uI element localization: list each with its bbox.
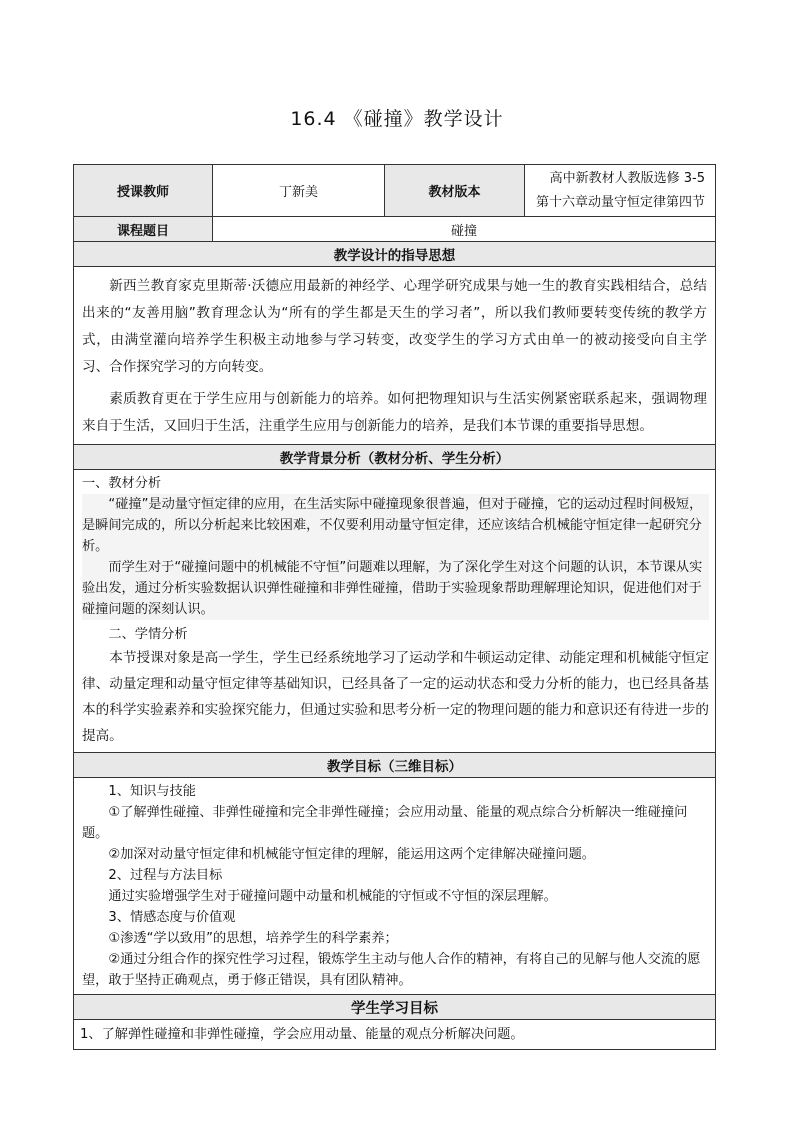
student-goals-body [74, 1020, 716, 1050]
background-body [74, 470, 716, 753]
guide-body [74, 267, 716, 445]
lesson-plan-table [73, 164, 716, 1050]
objectives-body [74, 778, 716, 995]
topic-value: 碰撞 [213, 217, 716, 242]
knowledge-title: 1、知识与技能 [108, 784, 196, 799]
objectives-header: 教学目标（三维目标） [74, 753, 716, 778]
material-analysis-paragraph-2: 而学生对于“碰撞问题中的机械能不守恒”问题难以理解，为了深化学生对这个问题的认识，本节课从实验出发，通过分析实验数据认识弹性碰撞和非弹性碰撞，借助于实验现象帮助理解理论知识，促进他们对于碰撞问题的深刻认识。 [82, 560, 703, 617]
guide-paragraph-2: 素质教育更在于学生应用与创新能力的培养。如何把物理知识与生活实例紧密联系起来，强调物理来自于生活，又回归于生活，注重学生应用与创新能力的培养，是我们本节课的重要指导思想。 [82, 391, 707, 434]
knowledge-item-1: ①了解弹性碰撞、非弹性碰撞和完全非弹性碰撞；会应用动量、能量的观点综合分析解决一维碰撞问题。 [82, 805, 688, 841]
emotion-item-1: ①渗透“学以致用”的思想，培养学生的科学素养； [108, 931, 398, 946]
edition-line-2: 第十六章动量守恒定律第四节 [535, 194, 705, 210]
material-analysis-block [82, 494, 709, 620]
edition-line-1: 高中新教材人教版选修 3-5 [549, 170, 705, 186]
document-title: 16.4 《碰撞》教学设计 [290, 108, 504, 130]
process-title: 2、过程与方法目标 [108, 868, 223, 883]
edition-value [525, 165, 716, 217]
info-row [74, 165, 716, 217]
background-header: 教学背景分析（教材分析、学生分析） [74, 445, 716, 470]
student-goals-header: 学生学习目标 [74, 995, 716, 1020]
guide-header: 教学设计的指导思想 [74, 242, 716, 267]
knowledge-item-2: ②加深对动量守恒定律和机械能守恒定律的理解，能运用这两个定律解决碰撞问题。 [108, 847, 595, 862]
emotion-title: 3、情感态度与价值观 [108, 910, 236, 925]
student-goal-1: 1、了解弹性碰撞和非弹性碰撞，学会应用动量、能量的观点分析解决问题。 [80, 1027, 524, 1042]
teacher-value: 丁新美 [213, 165, 385, 217]
topic-row [74, 217, 716, 242]
emotion-item-2: ②通过分组合作的探究性学习过程，锻炼学生主动与他人合作的精神，有将自己的见解与他人交流的愿望，敢于坚持正确观点，勇于修正错误，具有团队精神。 [82, 952, 701, 988]
teacher-label: 授课教师 [74, 165, 213, 217]
student-analysis-title: 二、学情分析 [108, 627, 188, 642]
student-analysis-paragraph: 本节授课对象是高一学生，学生已经系统地学习了运动学和牛顿运动定律、动能定理和机械能守恒定律、动量定理和动量守恒定律等基础知识，已经具备了一定的运动状态和受力分析的能力，也已经具备基本的科学实验素养和实验探究能力，但通过实验和思考分析一定的物理问题的能力和意识还有待进一步的提高。 [82, 650, 709, 744]
process-item-1: 通过实验增强学生对于碰撞问题中动量和机械能的守恒或不守恒的深层理解。 [108, 889, 557, 904]
material-analysis-paragraph-1: “碰撞”是动量守恒定律的应用，在生活实际中碰撞现象很普遍，但对于碰撞，它的运动过程时间极短，是瞬间完成的，所以分析起来比较困难，不仅要利用动量守恒定律，还应该结合机械能守恒定律一起研究分析。 [82, 497, 703, 554]
topic-label: 课程题目 [74, 217, 213, 242]
edition-label: 教材版本 [385, 165, 525, 217]
guide-paragraph-1: 新西兰教育家克里斯蒂·沃德应用最新的神经学、心理学研究成果与她一生的教育实践相结合，总结出来的“友善用脑”教育理念认为“所有的学生都是天生的学习者”，所以我们教师要转变传统的教学方式，由满堂灌向培养学生积极主动地参与学习转变，改变学生的学习方式由单一的被动接受向自主学习、合作探究学习的方向转变。 [82, 278, 707, 375]
material-analysis-title: 一、教材分析 [82, 476, 162, 491]
